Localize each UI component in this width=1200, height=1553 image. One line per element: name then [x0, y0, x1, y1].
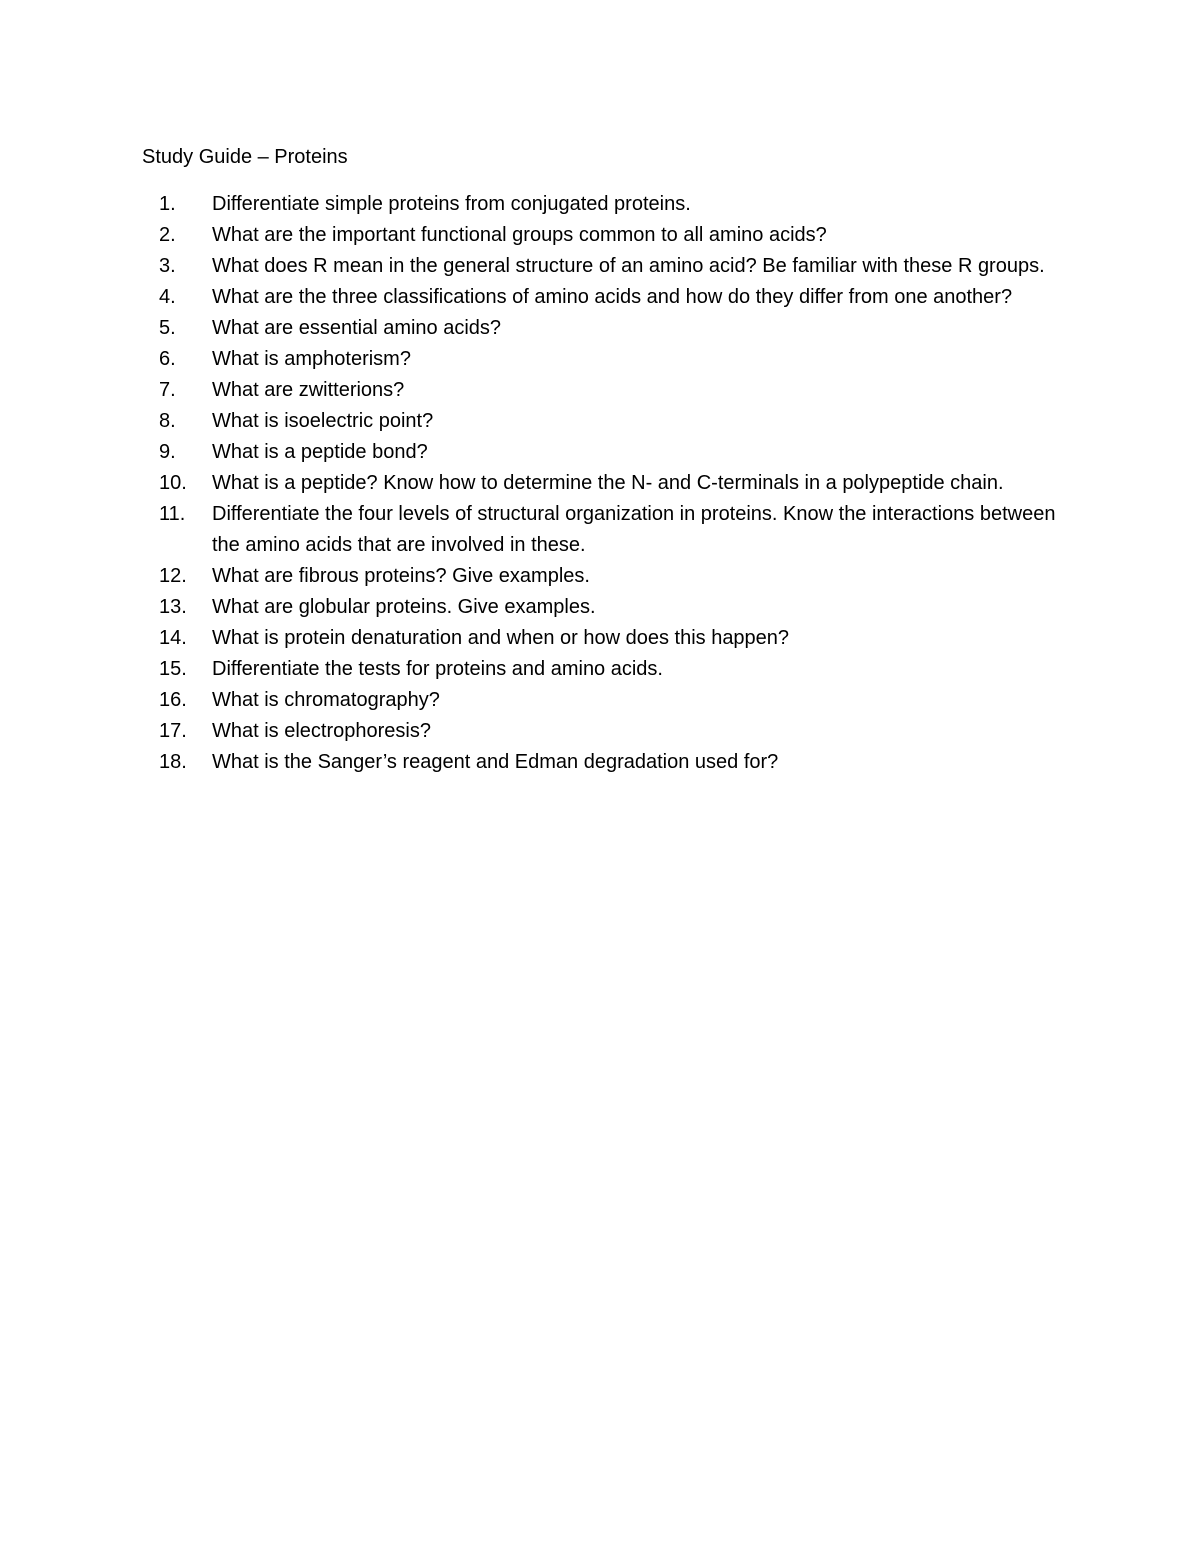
question-text: What are the three classifications of amino acids and how do they differ from one another? — [212, 286, 1013, 308]
question-number: 15. — [159, 658, 187, 680]
question-number: 8. — [159, 410, 176, 432]
question-text: What are essential amino acids? — [212, 317, 502, 339]
question-number: 10. — [159, 472, 187, 494]
question-number: 2. — [159, 224, 176, 246]
question-number: 4. — [159, 286, 176, 308]
question-text: What are the important functional groups common to all amino acids? — [212, 224, 827, 246]
question-item-7 — [142, 375, 1072, 406]
question-number: 18. — [159, 751, 187, 773]
question-item-10 — [142, 468, 1072, 499]
question-item-14 — [142, 623, 1072, 654]
question-number: 14. — [159, 627, 187, 649]
question-number: 13. — [159, 596, 187, 618]
question-text: What is isoelectric point? — [212, 410, 434, 432]
question-number: 1. — [159, 193, 176, 215]
question-list — [142, 189, 1072, 778]
question-item-8 — [142, 406, 1072, 437]
question-item-6 — [142, 344, 1072, 375]
question-item-12 — [142, 561, 1072, 592]
question-item-3 — [142, 251, 1072, 282]
question-item-16 — [142, 685, 1072, 716]
question-number: 7. — [159, 379, 176, 401]
question-text: What is a peptide bond? — [212, 441, 428, 463]
question-number: 16. — [159, 689, 187, 711]
question-item-13 — [142, 592, 1072, 623]
question-text: What is chromatography? — [212, 689, 440, 711]
question-number: 6. — [159, 348, 176, 370]
question-text: Differentiate the four levels of structural organization in proteins. Know the interactions between the amino acids that are involved in these. — [212, 503, 1056, 556]
question-number: 3. — [159, 255, 176, 277]
question-number: 9. — [159, 441, 176, 463]
question-text: What is a peptide? Know how to determine the N- and C-terminals in a polypeptide chain. — [212, 472, 1004, 494]
question-text: What are zwitterions? — [212, 379, 405, 401]
question-item-2 — [142, 220, 1072, 251]
question-text: What are fibrous proteins? Give examples. — [212, 565, 590, 587]
question-number: 5. — [159, 317, 176, 339]
question-text: What is the Sanger’s reagent and Edman degradation used for? — [212, 751, 779, 773]
question-item-5 — [142, 313, 1072, 344]
question-text: Differentiate simple proteins from conjugated proteins. — [212, 193, 691, 215]
question-text: What is amphoterism? — [212, 348, 411, 370]
question-item-11 — [142, 499, 1072, 561]
question-text: What does R mean in the general structure of an amino acid? Be familiar with these R groups. — [212, 255, 1045, 277]
document-title: Study Guide – Proteins — [142, 146, 348, 168]
question-item-9 — [142, 437, 1072, 468]
question-number: 12. — [159, 565, 187, 587]
question-item-18 — [142, 747, 1072, 778]
question-text: What are globular proteins. Give examples. — [212, 596, 596, 618]
question-item-4 — [142, 282, 1072, 313]
question-number: 17. — [159, 720, 187, 742]
question-item-15 — [142, 654, 1072, 685]
question-text: What is protein denaturation and when or how does this happen? — [212, 627, 790, 649]
question-number: 11. — [159, 503, 186, 525]
question-item-17 — [142, 716, 1072, 747]
question-item-1 — [142, 189, 1072, 220]
question-text: What is electrophoresis? — [212, 720, 431, 742]
question-text: Differentiate the tests for proteins and amino acids. — [212, 658, 663, 680]
